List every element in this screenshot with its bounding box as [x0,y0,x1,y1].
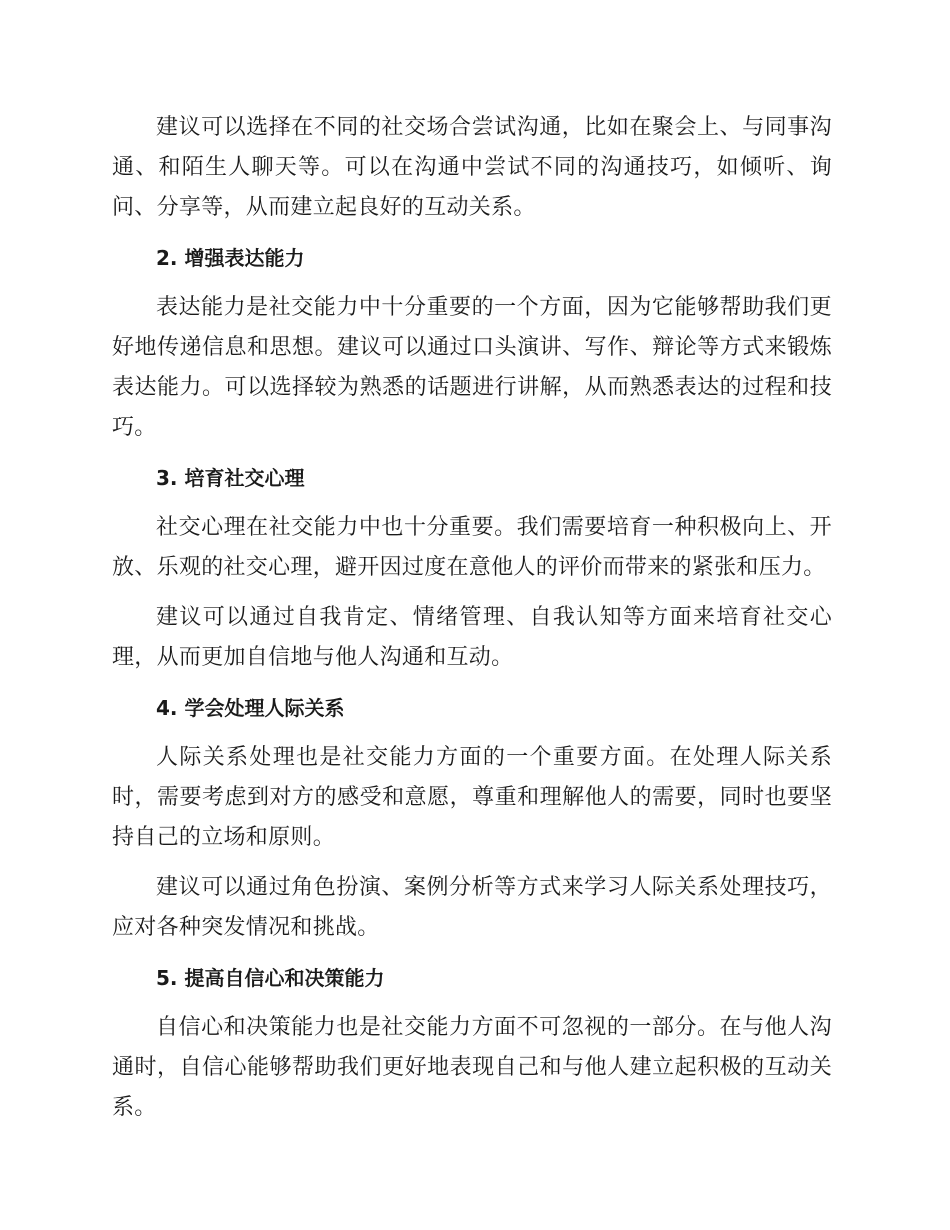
paragraph: 人际关系处理也是社交能力方面的一个重要方面。在处理人际关系时，需要考虑到对方的感受和意愿，尊重和理解他人的需要，同时也要坚持自己的立场和原则。 [112,745,832,850]
section-heading: 5. 提高自信心和决策能力 [156,966,385,990]
paragraph: 建议可以通过自我肯定、情绪管理、自我认知等方面来培育社交心理，从而更加自信地与他人沟通和互动。 [112,605,832,670]
paragraph: 自信心和决策能力也是社交能力方面不可忽视的一部分。在与他人沟通时，自信心能够帮助我们更好地表现自己和与他人建立起积极的互动关系。 [112,1015,832,1120]
paragraph: 建议可以通过角色扮演、案例分析等方式来学习人际关系处理技巧，应对各种突发情况和挑战。 [112,875,832,940]
section-heading: 2. 增强表达能力 [156,246,305,270]
document-page [112,108,832,1138]
section-heading: 4. 学会处理人际关系 [156,696,345,720]
section-heading: 3. 培育社交心理 [156,466,305,490]
paragraph: 社交心理在社交能力中也十分重要。我们需要培育一种积极向上、开放、乐观的社交心理，避开因过度在意他人的评价而带来的紧张和压力。 [112,515,832,580]
paragraph: 表达能力是社交能力中十分重要的一个方面，因为它能够帮助我们更好地传递信息和思想。建议可以通过口头演讲、写作、辩论等方式来锻炼表达能力。可以选择较为熟悉的话题进行讲解，从而熟悉表达的过程和技巧。 [112,295,832,440]
paragraph: 建议可以选择在不同的社交场合尝试沟通，比如在聚会上、与同事沟通、和陌生人聊天等。可以在沟通中尝试不同的沟通技巧，如倾听、询问、分享等，从而建立起良好的互动关系。 [112,115,832,220]
